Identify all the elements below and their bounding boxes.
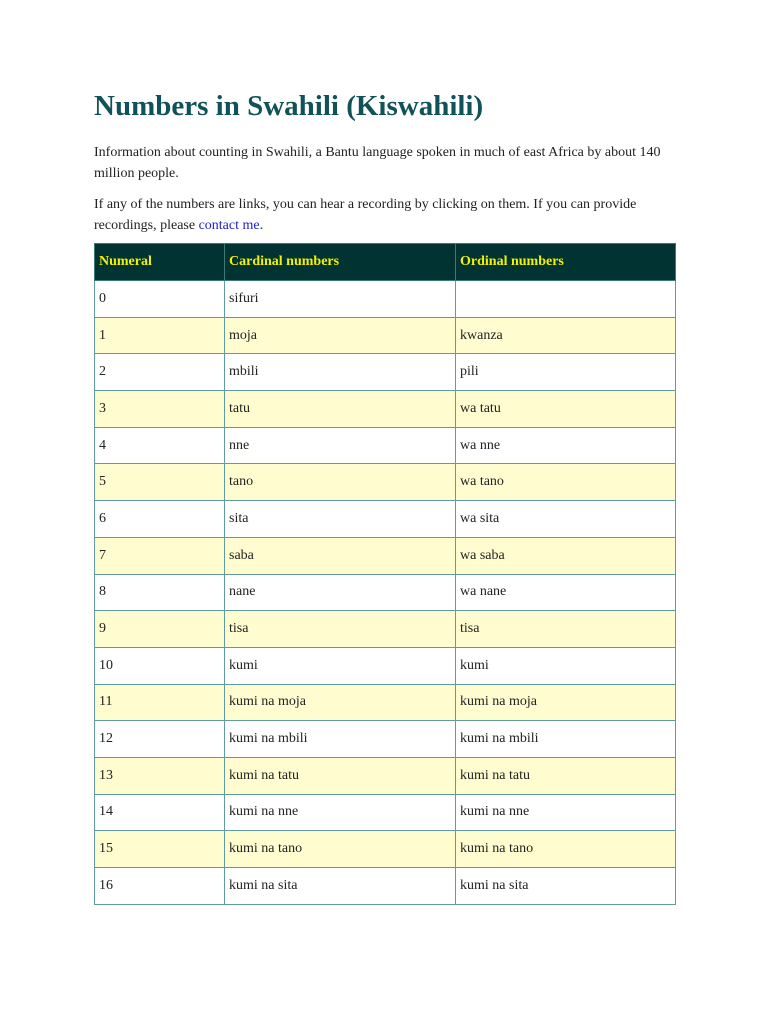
header-numeral: Numeral bbox=[95, 244, 225, 281]
intro-paragraph: Information about counting in Swahili, a Bantu language spoken in much of east Africa by about 140 million people. bbox=[94, 145, 661, 181]
ordinal-cell: kumi na mbili bbox=[456, 721, 676, 758]
numeral-cell: 8 bbox=[95, 574, 225, 611]
page-content bbox=[94, 88, 676, 905]
numbers-table bbox=[94, 243, 676, 905]
cardinal-cell: sifuri bbox=[225, 281, 456, 318]
table-row bbox=[95, 464, 676, 501]
ordinal-cell: tisa bbox=[456, 611, 676, 648]
numeral-cell: 2 bbox=[95, 354, 225, 391]
numeral-cell: 12 bbox=[95, 721, 225, 758]
table-row bbox=[95, 757, 676, 794]
ordinal-cell: kumi bbox=[456, 647, 676, 684]
ordinal-cell: kumi na tatu bbox=[456, 757, 676, 794]
header-cardinal: Cardinal numbers bbox=[225, 244, 456, 281]
numeral-cell: 5 bbox=[95, 464, 225, 501]
table-row bbox=[95, 647, 676, 684]
cardinal-cell: tano bbox=[225, 464, 456, 501]
ordinal-cell: pili bbox=[456, 354, 676, 391]
table-row bbox=[95, 354, 676, 391]
table-row bbox=[95, 281, 676, 318]
cardinal-cell: nne bbox=[225, 427, 456, 464]
page-title: Numbers in Swahili (Kiswahili) bbox=[94, 90, 484, 122]
ordinal-cell: wa tatu bbox=[456, 391, 676, 428]
cardinal-cell: tisa bbox=[225, 611, 456, 648]
table-row bbox=[95, 427, 676, 464]
numeral-cell: 9 bbox=[95, 611, 225, 648]
header-ordinal: Ordinal numbers bbox=[456, 244, 676, 281]
table-row bbox=[95, 868, 676, 905]
cardinal-cell: saba bbox=[225, 537, 456, 574]
numeral-cell: 10 bbox=[95, 647, 225, 684]
table-row bbox=[95, 391, 676, 428]
ordinal-cell: wa tano bbox=[456, 464, 676, 501]
cardinal-cell: kumi na moja bbox=[225, 684, 456, 721]
recording-note-end: . bbox=[259, 218, 264, 233]
cardinal-cell: kumi na tatu bbox=[225, 757, 456, 794]
table-header-row bbox=[95, 244, 676, 281]
numeral-cell: 14 bbox=[95, 794, 225, 831]
numeral-cell: 6 bbox=[95, 501, 225, 538]
contact-link[interactable]: contact me bbox=[198, 218, 260, 233]
numeral-cell: 1 bbox=[95, 317, 225, 354]
cardinal-cell: sita bbox=[225, 501, 456, 538]
table-row bbox=[95, 574, 676, 611]
cardinal-cell: kumi na sita bbox=[225, 868, 456, 905]
ordinal-cell bbox=[456, 281, 676, 318]
ordinal-cell: kwanza bbox=[456, 317, 676, 354]
ordinal-cell: wa nane bbox=[456, 574, 676, 611]
table-row bbox=[95, 684, 676, 721]
recording-note-text: If any of the numbers are links, you can hear a recording by clicking on them. If you can provide recordings, please bbox=[94, 197, 637, 233]
numeral-cell: 15 bbox=[95, 831, 225, 868]
ordinal-cell: kumi na nne bbox=[456, 794, 676, 831]
cardinal-cell: nane bbox=[225, 574, 456, 611]
ordinal-cell: wa nne bbox=[456, 427, 676, 464]
numeral-cell: 11 bbox=[95, 684, 225, 721]
cardinal-cell: kumi na tano bbox=[225, 831, 456, 868]
numeral-cell: 4 bbox=[95, 427, 225, 464]
cardinal-cell: mbili bbox=[225, 354, 456, 391]
table-row bbox=[95, 501, 676, 538]
numeral-cell: 7 bbox=[95, 537, 225, 574]
cardinal-cell: moja bbox=[225, 317, 456, 354]
table-row bbox=[95, 611, 676, 648]
ordinal-cell: kumi na tano bbox=[456, 831, 676, 868]
table-row bbox=[95, 794, 676, 831]
cardinal-cell: kumi na mbili bbox=[225, 721, 456, 758]
numeral-cell: 16 bbox=[95, 868, 225, 905]
numeral-cell: 3 bbox=[95, 391, 225, 428]
table-row bbox=[95, 317, 676, 354]
ordinal-cell: kumi na moja bbox=[456, 684, 676, 721]
recording-note bbox=[94, 194, 676, 236]
ordinal-cell: wa sita bbox=[456, 501, 676, 538]
cardinal-cell: kumi na nne bbox=[225, 794, 456, 831]
cardinal-cell: kumi bbox=[225, 647, 456, 684]
numeral-cell: 13 bbox=[95, 757, 225, 794]
numeral-cell: 0 bbox=[95, 281, 225, 318]
table-row bbox=[95, 721, 676, 758]
ordinal-cell: wa saba bbox=[456, 537, 676, 574]
table-row bbox=[95, 831, 676, 868]
table-row bbox=[95, 537, 676, 574]
ordinal-cell: kumi na sita bbox=[456, 868, 676, 905]
table-body bbox=[95, 281, 676, 905]
cardinal-cell: tatu bbox=[225, 391, 456, 428]
